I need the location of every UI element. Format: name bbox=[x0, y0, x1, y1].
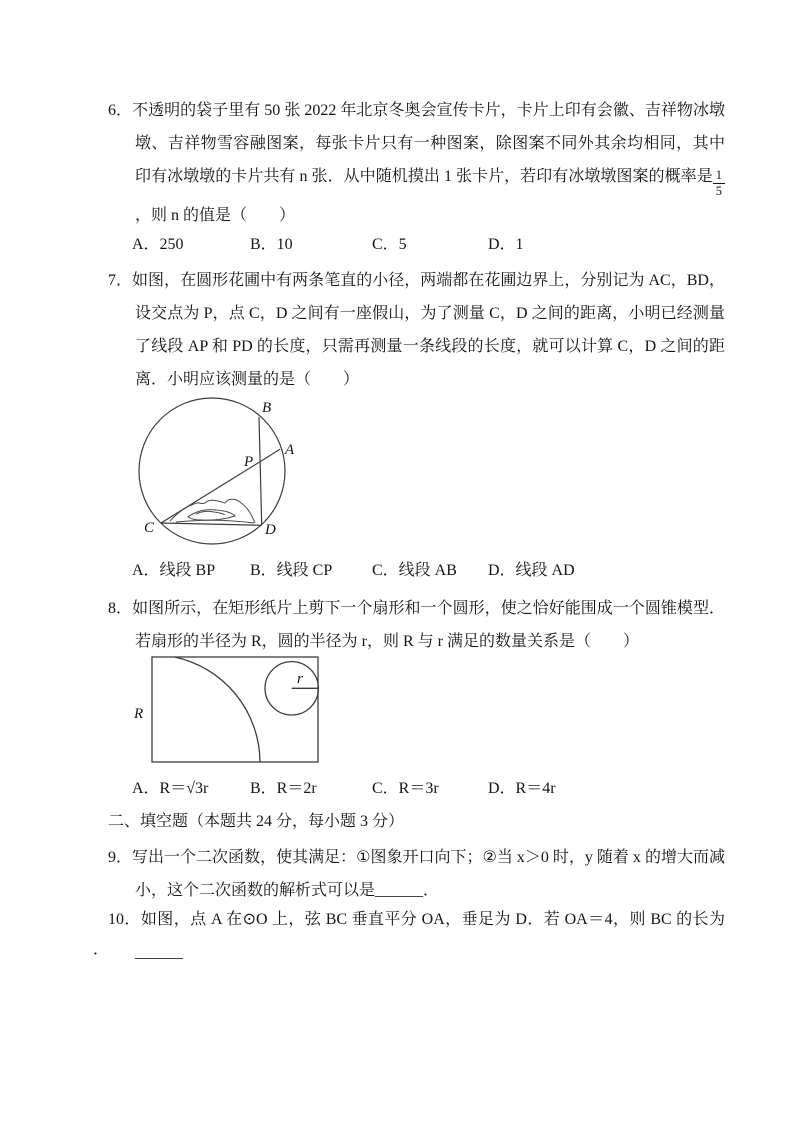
flowerbed-circle bbox=[139, 398, 285, 544]
paper-rectangle bbox=[152, 657, 318, 762]
point-label-B: B bbox=[262, 400, 272, 416]
point-label-D: D bbox=[265, 522, 276, 538]
question-8-options bbox=[108, 778, 728, 804]
question-8-option-d: D．R＝4r bbox=[488, 780, 556, 797]
question-10 bbox=[108, 903, 725, 969]
point-label-C: C bbox=[144, 520, 155, 536]
question-6 bbox=[108, 94, 725, 232]
question-6-options bbox=[108, 234, 728, 260]
radius-label-r: r bbox=[297, 671, 303, 687]
question-8-option-c: C．R＝3r bbox=[372, 780, 439, 797]
question-6-option-c: C．5 bbox=[372, 236, 407, 253]
question-9-text: 写出一个二次函数，使其满足：①图象开口向下；②当 x＞0 时，y 随着 x 的增大而减小，这个二次函数的解析式可以是______． bbox=[132, 849, 725, 899]
fraction-denominator: 5 bbox=[715, 184, 722, 198]
question-7-figure-circle-diagram bbox=[128, 394, 313, 554]
radius-label-R: R bbox=[134, 706, 144, 722]
segment-CD bbox=[161, 523, 262, 525]
question-6-option-b: B．10 bbox=[250, 236, 293, 253]
point-label-P: P bbox=[244, 454, 254, 470]
question-7-option-a: A．线段 BP bbox=[132, 562, 216, 579]
fraction-one-fifth bbox=[713, 168, 725, 199]
question-8-number: 8． bbox=[108, 600, 133, 617]
question-10-number: 10． bbox=[108, 911, 141, 928]
chord-BD bbox=[259, 417, 262, 525]
question-6-option-d: D．1 bbox=[488, 236, 524, 253]
question-7-text: 如图，在圆形花圃中有两条笔直的小径，两端都在花圃边界上，分别记为 AC，BD，设交点为 P，点 C，D 之间有一座假山，为了测量 C，D 之间的距离，小明已经测量了线段 AP 和 PD 的长度，只需再测量一条线段的长度，就可以计算 C，D 之间的距离．小明应该测量的是（ ） bbox=[132, 272, 725, 388]
question-9 bbox=[108, 841, 725, 907]
question-8-text: 如图所示，在矩形纸片上剪下一个扇形和一个圆形，使之恰好能围成一个圆锥模型．若扇形的半径为 R，圆的半径为 r，则 R 与 r 满足的数量关系是（ ） bbox=[132, 600, 725, 650]
question-7-option-d: D．线段 AD bbox=[488, 562, 575, 579]
question-8 bbox=[108, 592, 725, 658]
question-6-option-a: A．250 bbox=[132, 236, 184, 253]
question-6-number: 6． bbox=[108, 102, 133, 119]
question-7-option-b: B．线段 CP bbox=[250, 562, 333, 579]
sector-arc bbox=[175, 657, 260, 762]
question-6-text-after-fraction: ，则 n 的值是（ ） bbox=[135, 207, 296, 224]
fraction-numerator: 1 bbox=[713, 168, 725, 184]
question-10-text: 如图，点 A 在⊙O 上，弦 BC 垂直平分 OA，垂足为 D．若 OA＝4，则 BC 的长为______ bbox=[135, 911, 725, 961]
section-2-header: 二、填空题（本题共 24 分，每小题 3 分） bbox=[108, 813, 405, 830]
question-7-option-c: C．线段 AB bbox=[372, 562, 457, 579]
question-8-option-b: B．R＝2r bbox=[250, 780, 317, 797]
question-9-number: 9． bbox=[108, 849, 133, 866]
question-8-option-a: A．R＝√3r bbox=[132, 780, 209, 797]
mountain-sketch bbox=[170, 499, 255, 523]
point-label-A: A bbox=[285, 442, 295, 458]
question-10-trailing-period: ． bbox=[93, 941, 110, 958]
question-6-text-before-fraction: 不透明的袋子里有 50 张 2022 年北京冬奥会宣传卡片，卡片上印有会徽、吉祥物冰墩墩、吉祥物雪容融图案，每张卡片只有一种图案，除图案不同外其余均相同，其中印有冰墩墩的卡片共有 n 张．从中随机摸出 1 张卡片，若印有冰墩墩图案的概率是 bbox=[132, 102, 725, 185]
question-7-options bbox=[108, 560, 728, 586]
question-7-number: 7． bbox=[108, 272, 133, 289]
question-8-figure-rectangle-diagram bbox=[128, 650, 338, 772]
question-7 bbox=[108, 264, 725, 396]
